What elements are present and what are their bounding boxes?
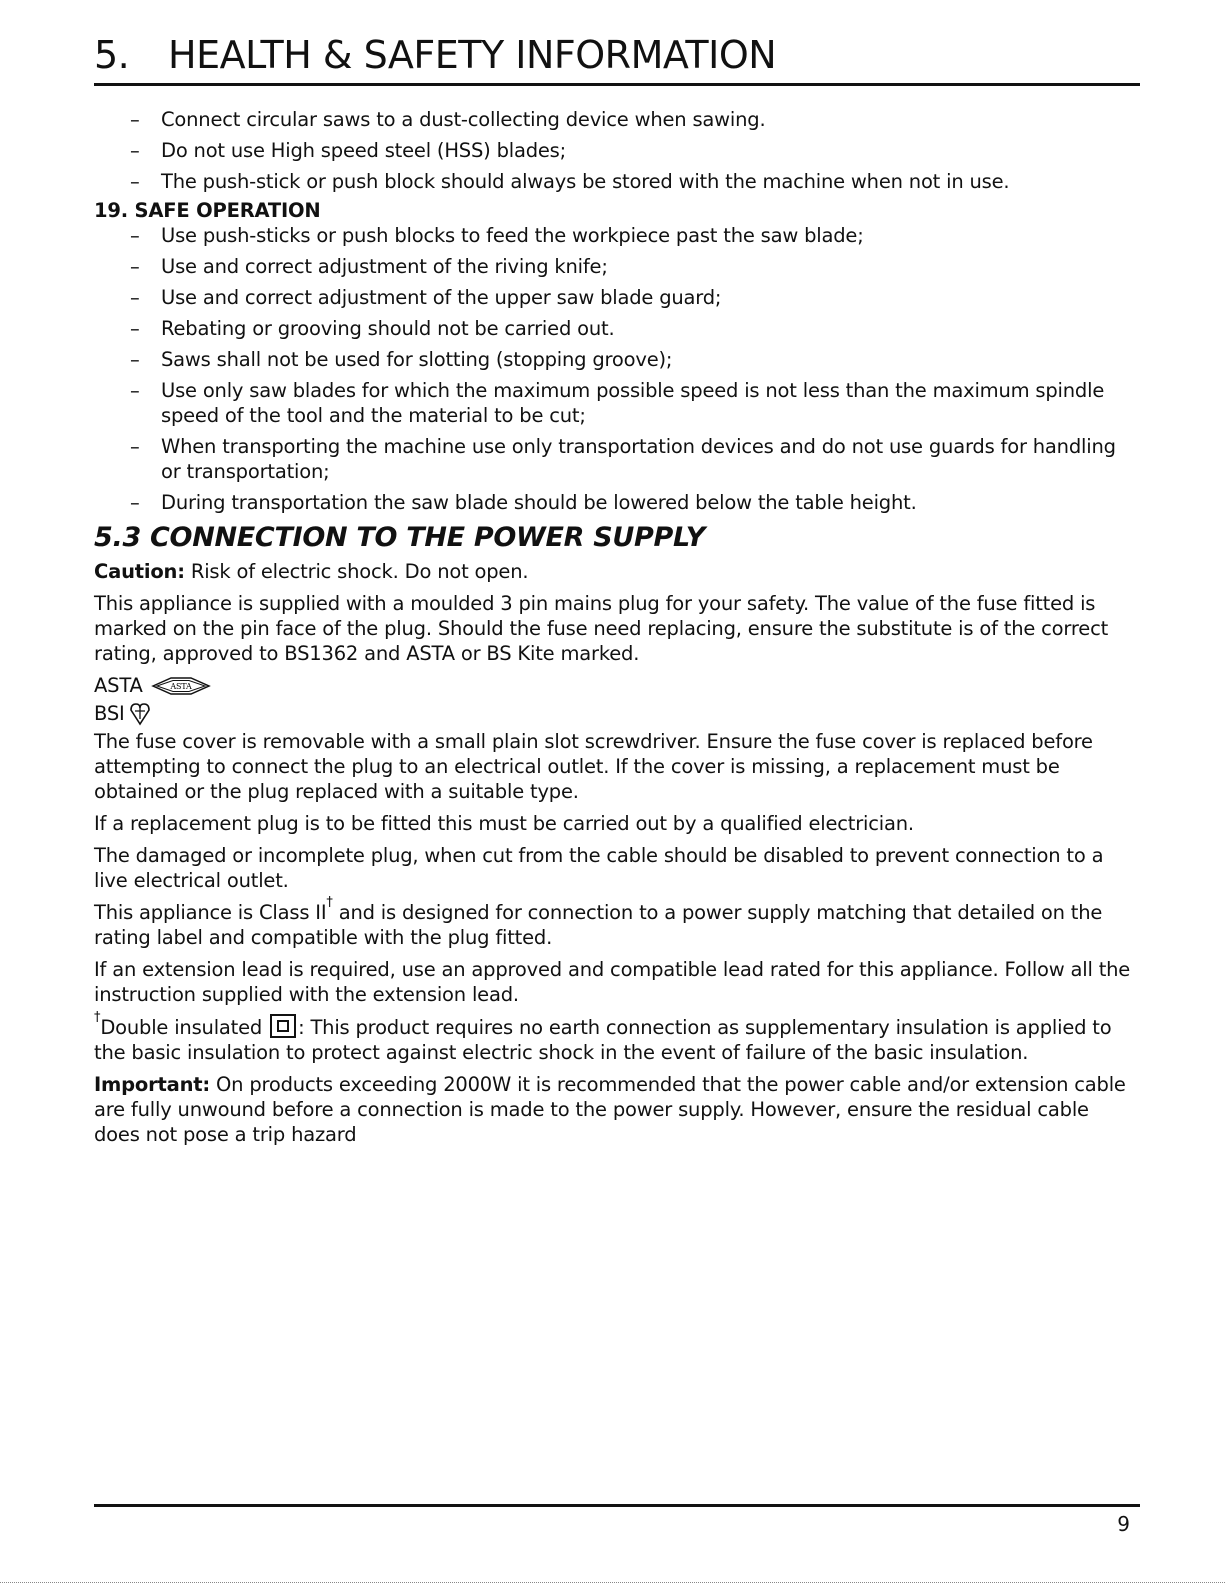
list-item: – When transporting the machine use only transportation devices and do not use guards for handling or transportation; [130, 435, 1116, 483]
list-item: – Connect circular saws to a dust-collecting device when sawing. [130, 108, 766, 131]
asta-diamond-icon [151, 675, 211, 697]
list-item: – Use only saw blades for which the maximum possible speed is not less than the maximum spindle speed of the tool and the material to be cut; [130, 379, 1105, 427]
dash-bullet: – [130, 435, 140, 458]
double-insulated-icon [270, 1014, 296, 1038]
footer-rule [94, 1504, 1140, 1507]
asta-label: ASTA [94, 674, 143, 697]
dash-bullet: – [130, 286, 140, 309]
bsi-label: BSI [94, 702, 125, 725]
list-item: – Saws shall not be used for slotting (stopping groove); [130, 348, 673, 371]
damaged-plug-paragraph: The damaged or incomplete plug, when cut from the cable should be disabled to prevent connection to a live electrical outlet. [94, 844, 1104, 892]
list-item: – Rebating or grooving should not be carried out. [130, 317, 615, 340]
extension-lead-paragraph: If an extension lead is required, use an approved and compatible lead rated for this appliance. Follow all the instruction supplied with the extension lead. [94, 958, 1131, 1006]
plug-paragraph: This appliance is supplied with a moulded 3 pin mains plug for your safety. The value of the fuse fitted is marked on the pin face of the plug. Should the fuse need replacing, ensure the substitute is of the correct rating, approved to BS1362 and ASTA or BS Kite marked. [94, 592, 1109, 665]
dash-bullet: – [130, 108, 140, 131]
replacement-plug-paragraph: If a replacement plug is to be fitted this must be carried out by a qualified electrician. [94, 812, 914, 835]
double-insulated-paragraph: †Double insulated : This product requires no earth connection as supplementary insulation is applied to the basic insulation to protect against electric shock in the event of failure of the basic insulation. [94, 1009, 1112, 1064]
fuse-cover-paragraph: The fuse cover is removable with a small plain slot screwdriver. Ensure the fuse cover is replaced before attempting to connect the plug to an electrical outlet. If the cover is missing, a replacement must be obtained or the plug replaced with a suitable type. [94, 730, 1093, 803]
bsi-kitemark-icon [129, 702, 151, 726]
page-number: 9 [1117, 1512, 1130, 1536]
caution-paragraph: Caution: Risk of electric shock. Do not open. [94, 560, 529, 583]
dagger-mark: † [94, 1009, 101, 1025]
dash-bullet: – [130, 348, 140, 371]
list-item: – During transportation the saw blade should be lowered below the table height. [130, 491, 917, 514]
dash-bullet: – [130, 170, 140, 193]
dash-bullet: – [130, 491, 140, 514]
list-item: – Do not use High speed steel (HSS) blades; [130, 139, 567, 162]
page-title [94, 32, 1140, 78]
header-rule [94, 83, 1140, 86]
section-title-text: HEALTH & SAFETY INFORMATION [168, 33, 777, 77]
top-list [94, 107, 1140, 194]
bsi-line [94, 701, 1140, 726]
safe-operation-list [94, 223, 1140, 515]
important-label: Important: [94, 1073, 211, 1096]
asta-line [94, 673, 1140, 698]
page-content [94, 107, 1140, 1154]
safe-operation-heading: 19. SAFE OPERATION [94, 199, 321, 222]
list-item: – Use and correct adjustment of the riving knife; [130, 255, 608, 278]
dash-bullet: – [130, 379, 140, 402]
asta-mark-text: ASTA [170, 681, 192, 691]
class-ii-paragraph: This appliance is Class II† and is designed for connection to a power supply matching that detailed on the rating label and compatible with the plug fitted. [94, 894, 1103, 949]
caution-label: Caution: [94, 560, 185, 583]
dash-bullet: – [130, 224, 140, 247]
important-paragraph: Important: On products exceeding 2000W it is recommended that the power cable and/or extension cable are fully unwound before a connection is made to the power supply. However, ensure the residual cable does not pose a trip hazard [94, 1073, 1126, 1146]
dash-bullet: – [130, 317, 140, 340]
dash-bullet: – [130, 255, 140, 278]
list-item: – Use push-sticks or push blocks to feed the workpiece past the saw blade; [130, 224, 864, 247]
dash-bullet: – [130, 139, 140, 162]
page-header [94, 32, 1140, 78]
dagger-mark: † [326, 894, 333, 910]
list-item: – Use and correct adjustment of the upper saw blade guard; [130, 286, 722, 309]
list-item: – The push-stick or push block should always be stored with the machine when not in use. [130, 170, 1010, 193]
section-number: 5. [94, 33, 130, 77]
power-supply-heading: 5.3 CONNECTION TO THE POWER SUPPLY [94, 522, 705, 553]
